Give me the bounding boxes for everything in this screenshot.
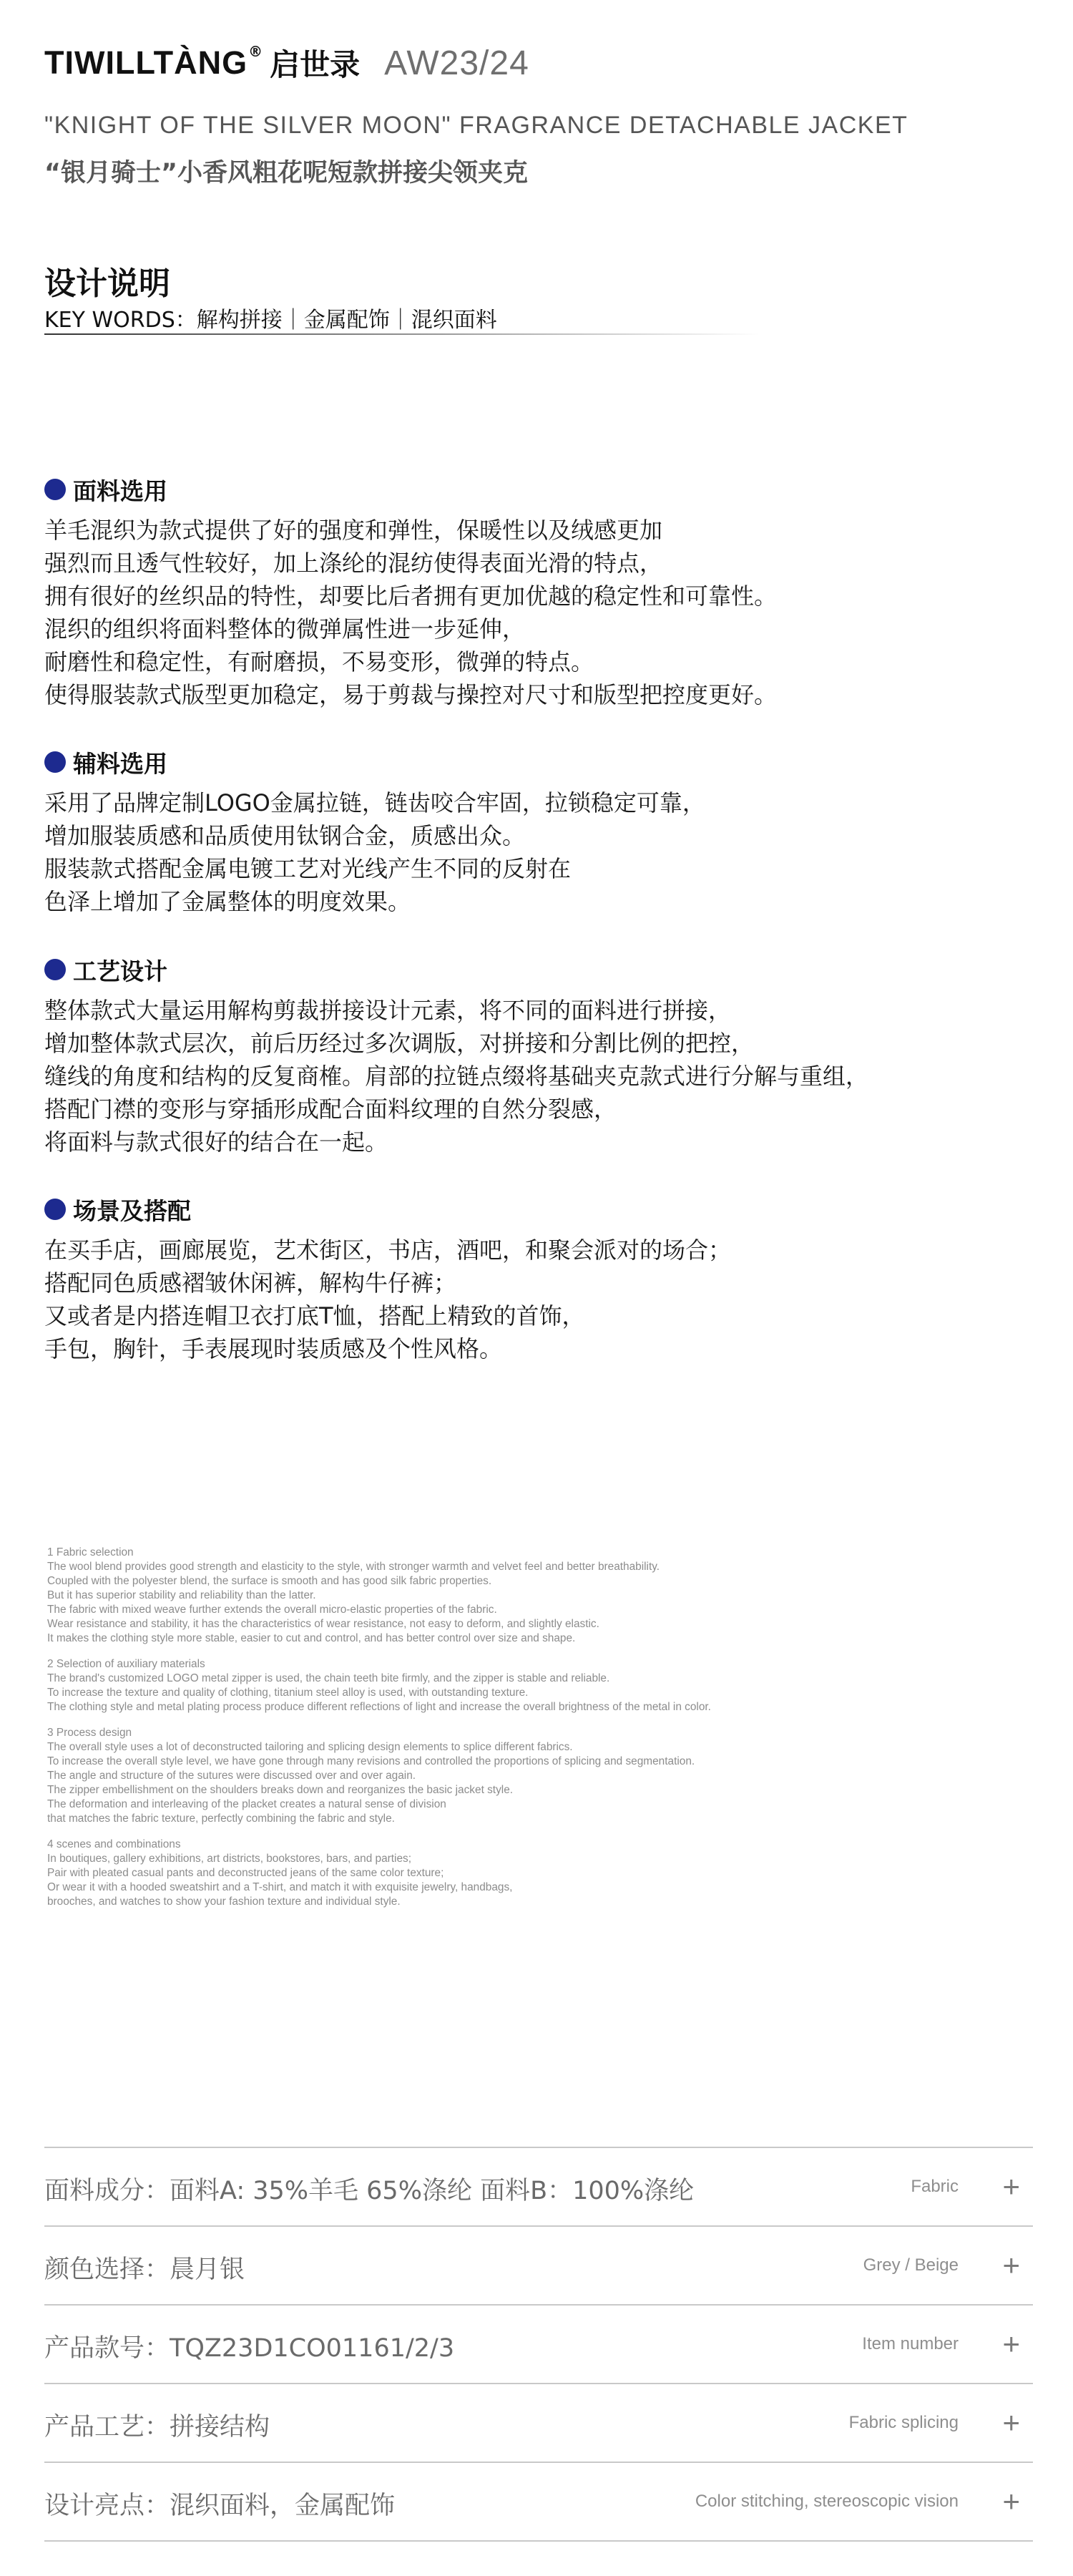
section-body — [44, 786, 1046, 918]
english-notes — [47, 1546, 1049, 1921]
english-note-line: 2 Selection of auxiliary materials — [47, 1658, 205, 1670]
english-note-line: The fabric with mixed weave further extends the overall micro-elastic properties of the fabric. — [47, 1604, 497, 1616]
spec-row-color[interactable] — [44, 2227, 1033, 2306]
spec-label: 面料成分：面料A: 35%羊毛 65%涤纶 面料B：100%涤纶 — [44, 2177, 695, 2205]
section-header — [44, 955, 1046, 984]
english-note-line: The clothing style and metal plating process produce different reflections of light and increase the overall brightness of the metal in color. — [47, 1701, 711, 1713]
section-line: 手包，胸针，手表展现时装质感及个性风格。 — [44, 1335, 503, 1362]
section-line: 缝线的角度和结构的反复商榷。肩部的拉链点缀将基础夹克款式进行分解与重组， — [44, 1063, 869, 1090]
english-note-block — [47, 1838, 1049, 1909]
english-note-line: The deformation and interleaving of the placket creates a natural sense of division — [47, 1798, 446, 1810]
english-note-block — [47, 1726, 1049, 1826]
section-body — [44, 1234, 1046, 1365]
bullet-dot-icon — [44, 479, 66, 500]
english-note-line: 1 Fabric selection — [47, 1546, 134, 1558]
english-note-line: that matches the fabric texture, perfectly combining the fabric and style. — [47, 1813, 395, 1825]
english-note-line: To increase the overall style level, we have gone through many revisions and controlled the proportions of splicing and segmentation. — [47, 1755, 695, 1767]
section-line: 强烈而且透气性较好，加上涤纶的混纺使得表面光滑的特点， — [44, 550, 663, 577]
english-note-line: But it has superior stability and reliability than the latter. — [47, 1589, 316, 1601]
section-line: 整体款式大量运用解构剪裁拼接设计元素，将不同的面料进行拼接， — [44, 997, 732, 1024]
section-line: 拥有很好的丝织品的特性，却要比后者拥有更加优越的稳定性和可靠性。 — [44, 582, 778, 610]
english-note-block — [47, 1546, 1049, 1646]
english-note-line: The brand's customized LOGO metal zipper is used, the chain teeth bite firmly, and the zipper is stable and reliable. — [47, 1672, 610, 1684]
section-auxiliary — [44, 748, 1046, 918]
english-note-line: brooches, and watches to show your fashion texture and individual style. — [47, 1896, 401, 1908]
brand-header — [44, 42, 1046, 84]
expand-plus-icon[interactable]: + — [1002, 2406, 1020, 2439]
spec-en-label: Item number — [862, 2334, 959, 2353]
english-note-line: Coupled with the polyester blend, the surface is smooth and has good silk fabric properties. — [47, 1575, 492, 1587]
english-note-line: The wool blend provides good strength and elasticity to the style, with stronger warmth and velvet feel and better breathability. — [47, 1561, 660, 1573]
english-note-line: Or wear it with a hooded sweatshirt and a T-shirt, and match it with exquisite jewelry, handbags, — [47, 1881, 513, 1893]
english-note-line: The angle and structure of the sutures were discussed over and over again. — [47, 1770, 416, 1782]
section-line: 羊毛混织为款式提供了好的强度和弹性，保暖性以及绒感更加 — [44, 517, 663, 544]
spec-list — [44, 2148, 1033, 2542]
spec-en-label: Fabric — [911, 2177, 959, 2196]
product-title-cn: “银月骑士”小香风粗花呢短款拼接尖领夹克 — [44, 159, 529, 187]
bullet-dot-icon — [44, 959, 66, 980]
section-header — [44, 748, 1046, 776]
section-line: 又或者是内搭连帽卫衣打底T恤，搭配上精致的首饰， — [44, 1302, 585, 1330]
english-note-line: The zipper embellishment on the shoulders breaks down and reorganizes the basic jacket style. — [47, 1784, 514, 1796]
expand-plus-icon[interactable]: + — [1002, 2248, 1020, 2282]
season-label: AW23/24 — [384, 44, 529, 82]
bullet-dot-icon — [44, 751, 66, 773]
section-fabric — [44, 475, 1046, 711]
section-line: 使得服装款式版型更加稳定，易于剪裁与操控对尺寸和版型把控度更好。 — [44, 681, 778, 708]
english-note-line: Wear resistance and stability, it has the characteristics of wear resistance, not easy to deform, and slightly elastic. — [47, 1618, 599, 1630]
english-note-line: To increase the texture and quality of clothing, titanium steel alloy is used, with outstanding texture. — [47, 1687, 529, 1699]
keywords-line: KEY WORDS：解构拼接｜金属配饰｜混织面料 — [44, 308, 497, 333]
registered-mark: ® — [248, 43, 263, 60]
spec-en-label: Fabric splicing — [848, 2413, 959, 2432]
section-header — [44, 1195, 1046, 1224]
section-line: 在买手店，画廊展览，艺术街区，书店，酒吧，和聚会派对的场合； — [44, 1236, 732, 1264]
spec-label: 产品款号：TQZ23D1CO01161/2/3 — [44, 2334, 455, 2363]
section-title: 辅料选用 — [73, 749, 167, 778]
expand-plus-icon[interactable]: + — [1002, 2484, 1020, 2518]
section-line: 搭配同色质感褶皱休闲裤，解构牛仔裤； — [44, 1269, 457, 1297]
spec-label: 设计亮点：混织面料，金属配饰 — [44, 2492, 396, 2520]
product-title-en: "KNIGHT OF THE SILVER MOON" FRAGRANCE DETACHABLE JACKET — [44, 112, 908, 139]
english-note-line: Pair with pleated casual pants and deconstructed jeans of the same color texture; — [47, 1867, 444, 1879]
spec-row-fabric[interactable] — [44, 2148, 1033, 2227]
english-note-line: In boutiques, gallery exhibitions, art districts, bookstores, bars, and parties; — [47, 1853, 412, 1865]
section-line: 耐磨性和稳定性，有耐磨损，不易变形，微弹的特点。 — [44, 648, 594, 675]
section-title: 面料选用 — [73, 477, 167, 505]
section-process — [44, 955, 1046, 1158]
spec-en-label: Color stitching, stereoscopic vision — [695, 2492, 959, 2511]
section-title: 工艺设计 — [73, 957, 167, 985]
section-scenes — [44, 1195, 1046, 1365]
spec-row-highlights[interactable] — [44, 2463, 1033, 2542]
section-line: 采用了品牌定制LOGO金属拉链，链齿咬合牢固，拉锁稳定可靠， — [44, 789, 705, 816]
section-header — [44, 475, 1046, 504]
section-body — [44, 994, 1046, 1158]
english-note-line: The overall style uses a lot of deconstructed tailoring and splicing design elements to splice different fabrics. — [47, 1741, 573, 1753]
spec-row-item-number[interactable] — [44, 2306, 1033, 2384]
spec-en-label: Grey / Beige — [863, 2255, 959, 2275]
section-line: 色泽上增加了金属整体的明度效果。 — [44, 888, 411, 915]
english-note-line: 3 Process design — [47, 1727, 132, 1739]
english-note-block — [47, 1657, 1049, 1714]
section-line: 混织的组织将面料整体的微弹属性进一步延伸， — [44, 615, 526, 643]
section-line: 增加整体款式层次，前后历经过多次调版，对拼接和分割比例的把控， — [44, 1030, 755, 1057]
expand-plus-icon[interactable]: + — [1002, 2327, 1020, 2361]
section-body — [44, 514, 1046, 711]
brand-logo-text: TIWILLTÀNG — [44, 44, 248, 81]
brand-cn-name: 启世录 — [270, 47, 361, 82]
english-note-line: It makes the clothing style more stable, easier to cut and control, and has better control over size and shape. — [47, 1632, 576, 1644]
english-note-line: 4 scenes and combinations — [47, 1838, 181, 1850]
section-title: 场景及搭配 — [73, 1196, 191, 1225]
spec-label: 颜色选择：晨月银 — [44, 2255, 245, 2284]
section-line: 服装款式搭配金属电镀工艺对光线产生不同的反射在 — [44, 855, 572, 882]
section-line: 将面料与款式很好的结合在一起。 — [44, 1128, 388, 1156]
spec-label: 产品工艺：拼接结构 — [44, 2413, 270, 2441]
keywords-underline — [44, 333, 760, 335]
expand-plus-icon[interactable]: + — [1002, 2170, 1020, 2203]
section-line: 增加服装质感和品质使用钛钢合金，质感出众。 — [44, 822, 526, 849]
section-line: 搭配门襟的变形与穿插形成配合面料纹理的自然分裂感， — [44, 1096, 617, 1123]
bullet-dot-icon — [44, 1199, 66, 1220]
spec-row-process[interactable] — [44, 2384, 1033, 2463]
design-heading: 设计说明 — [44, 265, 170, 302]
